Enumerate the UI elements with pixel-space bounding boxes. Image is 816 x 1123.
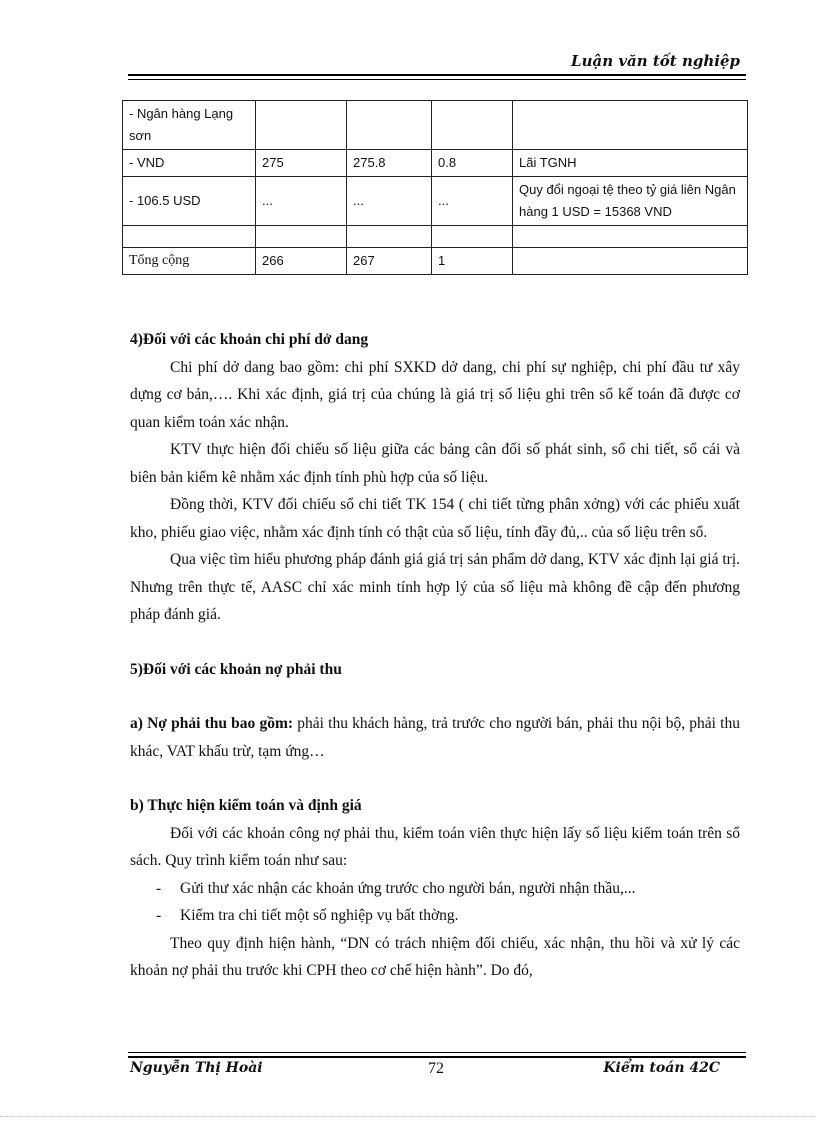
table-cell-label: - Ngân hàng Lạng sơn (123, 101, 256, 150)
bullet-mark: - (156, 879, 162, 897)
table-cell: 267 (347, 248, 432, 275)
section-heading: 4)Đối với các khoản chi phí dở dang (130, 331, 369, 348)
table-cell-note (513, 226, 748, 248)
subsection-heading: b) Thực hiện kiểm toán và định giá (130, 797, 362, 814)
list-item-text: Kiểm tra chi tiết một số nghiệp vụ bất thờng. (180, 907, 459, 924)
data-table (122, 100, 748, 275)
table-cell (256, 226, 347, 248)
table-row (123, 150, 748, 177)
table-cell-note (513, 101, 748, 150)
table-cell (256, 101, 347, 150)
table-cell (432, 101, 513, 150)
main-content (130, 326, 740, 985)
footer-class: Kiểm toán 42C (603, 1060, 720, 1076)
table-cell (347, 101, 432, 150)
footer-author: Nguyễn Thị Hoài (130, 1060, 263, 1076)
header-rule (128, 74, 746, 76)
table-row-total (123, 248, 748, 275)
section-heading: 5)Đối với các khoản nợ phải thu (130, 660, 342, 678)
page-edge (0, 1116, 816, 1117)
table-cell-label (123, 226, 256, 248)
paragraph: Đồng thời, KTV đối chiếu sổ chi tiết TK 154 ( chi tiết từng phân xởng) với các phiếu xuất kho, phiếu giao việc, nhằm xác định tính có thật của số liệu, tính đầy đủ,.. của số liệu trên sổ. (130, 496, 740, 541)
table-cell-label: Tổng cộng (123, 248, 256, 275)
table-cell: 0.8 (432, 150, 513, 177)
list-item (130, 902, 740, 930)
header-rule-thin (128, 79, 746, 80)
table-cell: 1 (432, 248, 513, 275)
paragraph: KTV thực hiện đối chiếu số liệu giữa các bảng cân đối số phát sinh, sổ chi tiết, sổ cái và biên bản kiểm kê nhằm xác định tính phù hợp của số liệu. (130, 441, 740, 486)
table-cell: ... (347, 177, 432, 226)
table-cell-note: Lãi TGNH (513, 150, 748, 177)
table-cell-note: Quy đổi ngoại tệ theo tỷ giá liên Ngân hàng 1 USD = 15368 VND (513, 177, 748, 226)
paragraph (130, 710, 740, 765)
table-cell: 275.8 (347, 150, 432, 177)
table-cell (432, 226, 513, 248)
table-cell: 275 (256, 150, 347, 177)
bullet-mark: - (156, 907, 162, 924)
table-cell-label: - VND (123, 150, 256, 177)
header-title: Luận văn tốt nghiệp (571, 52, 740, 70)
paragraph: Qua việc tìm hiểu phương pháp đánh giá giá trị sản phẩm dở dang, KTV xác định lại giá trị. Nhưng trên thực tế, AASC chỉ xác minh tính hợp lý của số liệu mà không đề cập đến phương pháp đánh giá. (130, 551, 740, 623)
paragraph: Đối với các khoản công nợ phải thu, kiểm toán viên thực hiện lấy số liệu kiểm toán trên sổ sách. Quy trình kiểm toán như sau: (130, 824, 740, 869)
subheading-inline: a) Nợ phải thu bao gồm: (130, 715, 294, 732)
paragraph: Chi phí dở dang bao gồm: chi phí SXKD dở dang, chi phí sự nghiệp, chi phí đầu tư xây dựng cơ bản,…. Khi xác định, giá trị của chúng là giá trị số liệu ghi trên sổ kế toán đã được cơ quan kiểm toán xác nhận. (130, 358, 740, 431)
footer-rule (128, 1056, 746, 1058)
table-row (123, 177, 748, 226)
table-cell (347, 226, 432, 248)
paragraph: Theo quy định hiện hành, “DN có trách nhiệm đối chiếu, xác nhận, thu hồi và xử lý các khoản nợ phải thu trước khi CPH theo cơ chế hiện hành”. Do đó, (130, 934, 740, 979)
footer-rule-thin (128, 1052, 746, 1053)
paragraph-text: phải thu khách hàng, trả trước cho người bán, phải thu nội bộ, phải thu khác, VAT khấu trừ, tạm ứng… (130, 715, 740, 760)
list-item (130, 875, 740, 903)
table-row (123, 226, 748, 248)
table-row (123, 101, 748, 150)
table-cell: 266 (256, 248, 347, 275)
page-number: 72 (428, 1060, 444, 1077)
list-item-text: Gửi thư xác nhận các khoản ứng trước cho người bán, người nhận thầu,... (180, 879, 636, 897)
table-cell: ... (256, 177, 347, 226)
table-cell-label: - 106.5 USD (123, 177, 256, 226)
table-cell: ... (432, 177, 513, 226)
table-cell-note (513, 248, 748, 275)
